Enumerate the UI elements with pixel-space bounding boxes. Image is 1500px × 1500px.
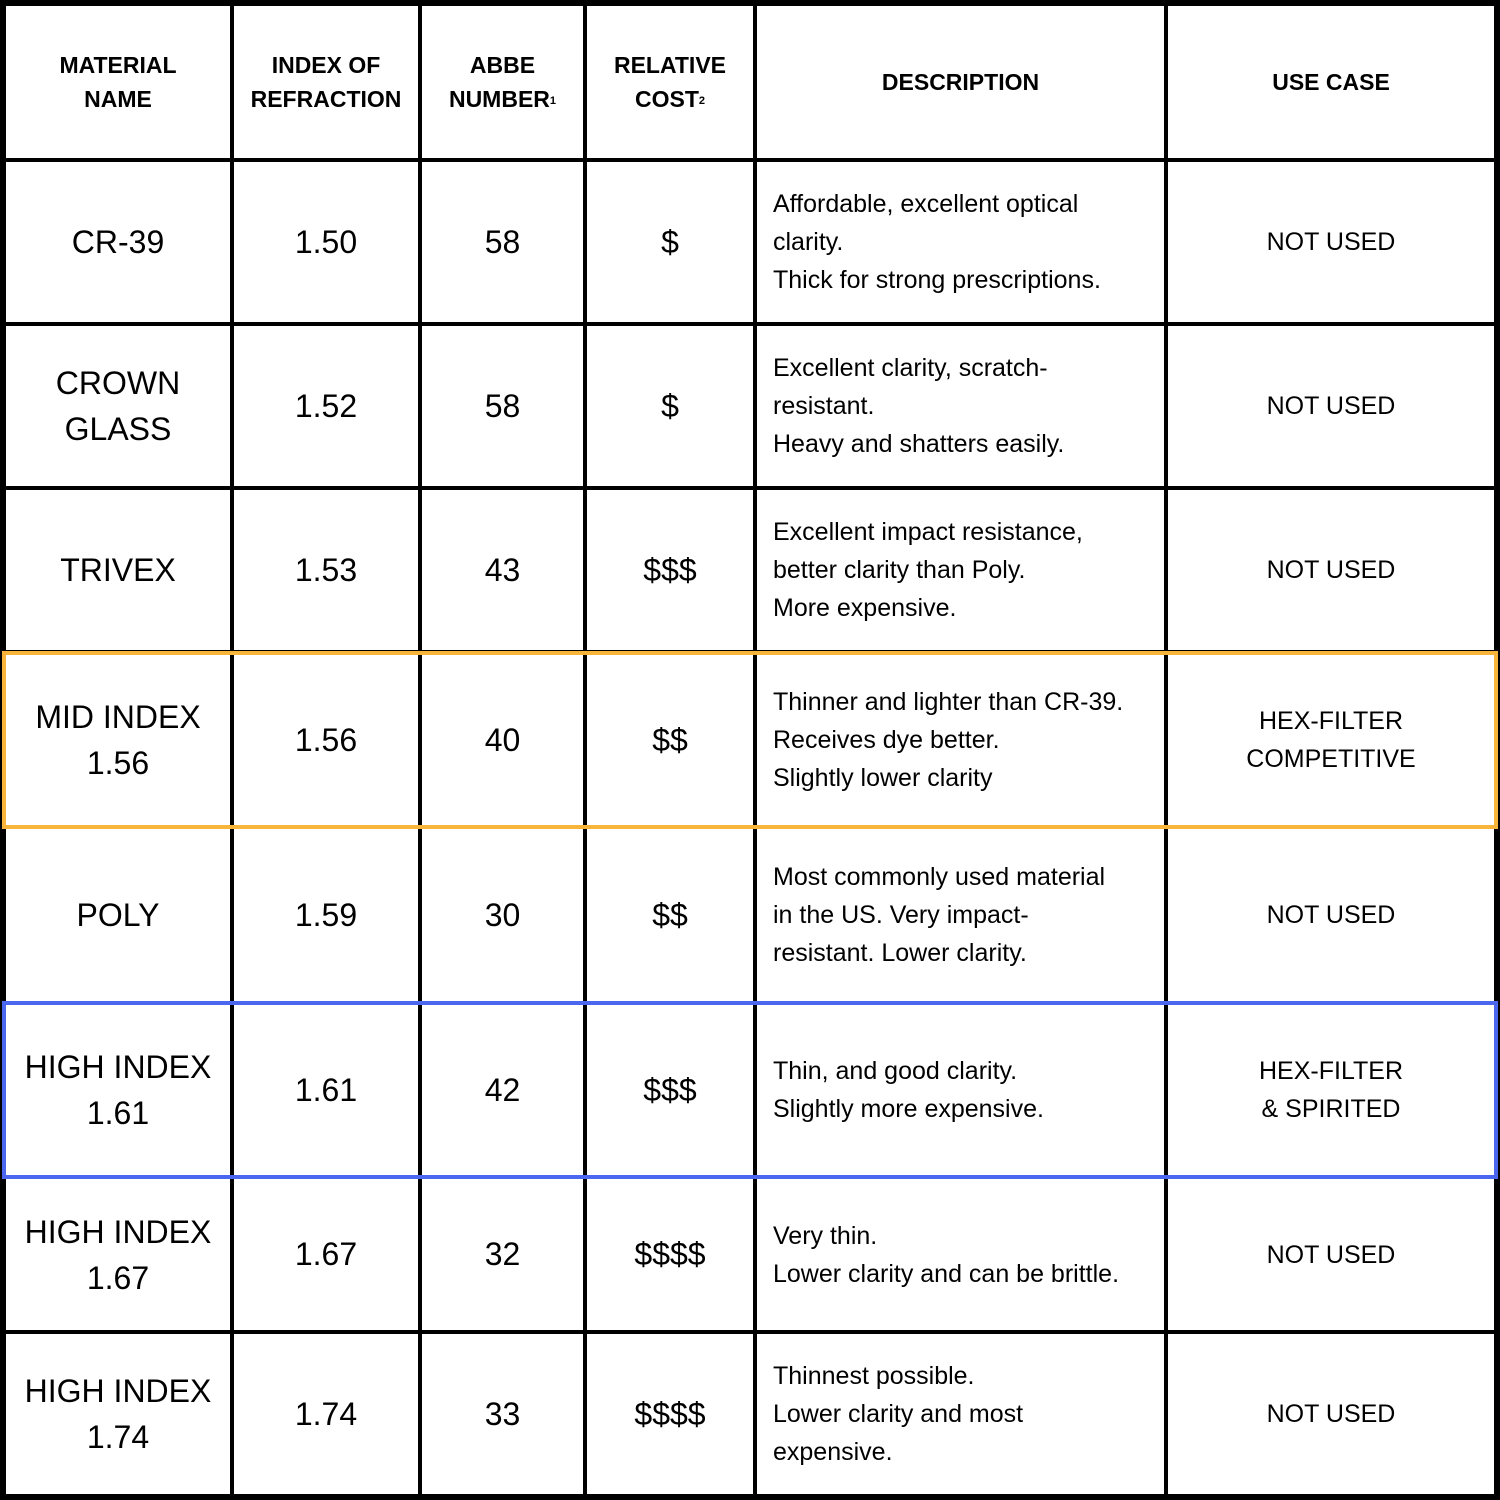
use-case-cell: NOT USED (1168, 1179, 1494, 1330)
use-case-cell: NOT USED (1168, 1334, 1494, 1494)
use-case-cell: HEX-FILTER COMPETITIVE (1168, 655, 1494, 825)
material-name-cell: TRIVEX (6, 490, 230, 650)
material-name-cell: CROWN GLASS (6, 326, 230, 486)
index-of-refraction-cell: 1.53 (234, 490, 418, 650)
material-name-cell: POLY (6, 829, 230, 1001)
index-of-refraction-cell: 1.59 (234, 829, 418, 1001)
material-name-cell: HIGH INDEX 1.74 (6, 1334, 230, 1494)
header-description: DESCRIPTION (757, 6, 1164, 158)
relative-cost-cell: $$ (587, 829, 753, 1001)
index-of-refraction-cell: 1.74 (234, 1334, 418, 1494)
material-name-cell: MID INDEX 1.56 (6, 655, 230, 825)
description-cell: Excellent impact resistance, better clarity than Poly. More expensive. (757, 490, 1164, 650)
abbe-number-cell: 32 (422, 1179, 583, 1330)
material-name-cell: HIGH INDEX 1.61 (6, 1005, 230, 1175)
relative-cost-cell: $$$ (587, 490, 753, 650)
description-cell: Affordable, excellent optical clarity. Thick for strong prescriptions. (757, 162, 1164, 322)
header-material-name: MATERIAL NAME (6, 6, 230, 158)
description-cell: Excellent clarity, scratch- resistant. Heavy and shatters easily. (757, 326, 1164, 486)
relative-cost-cell: $ (587, 326, 753, 486)
relative-cost-cell: $$$$ (587, 1334, 753, 1494)
header-use-case: USE CASE (1168, 6, 1494, 158)
abbe-number-cell: 58 (422, 326, 583, 486)
use-case-cell: HEX-FILTER & SPIRITED (1168, 1005, 1494, 1175)
index-of-refraction-cell: 1.56 (234, 655, 418, 825)
description-cell: Thinner and lighter than CR-39. Receives dye better. Slightly lower clarity (757, 655, 1164, 825)
header-relative-cost: RELATIVE COST$^2$ (587, 6, 753, 158)
use-case-cell: NOT USED (1168, 829, 1494, 1001)
header-abbe-number: ABBE NUMBER$^1$ (422, 6, 583, 158)
description-cell: Thin, and good clarity. Slightly more expensive. (757, 1005, 1164, 1175)
relative-cost-cell: $$ (587, 655, 753, 825)
footnote-1: 1 (549, 95, 557, 107)
use-case-cell: NOT USED (1168, 490, 1494, 650)
material-name-cell: HIGH INDEX 1.67 (6, 1179, 230, 1330)
description-cell: Most commonly used material in the US. Very impact- resistant. Lower clarity. (757, 829, 1164, 1001)
abbe-number-cell: 33 (422, 1334, 583, 1494)
description-cell: Very thin. Lower clarity and can be brittle. (757, 1179, 1164, 1330)
abbe-number-cell: 40 (422, 655, 583, 825)
relative-cost-cell: $$$ (587, 1005, 753, 1175)
abbe-number-cell: 58 (422, 162, 583, 322)
index-of-refraction-cell: 1.52 (234, 326, 418, 486)
footnote-2: 2 (698, 95, 705, 107)
use-case-cell: NOT USED (1168, 162, 1494, 322)
abbe-number-cell: 43 (422, 490, 583, 650)
index-of-refraction-cell: 1.67 (234, 1179, 418, 1330)
relative-cost-cell: $$$$ (587, 1179, 753, 1330)
index-of-refraction-cell: 1.61 (234, 1005, 418, 1175)
abbe-number-cell: 42 (422, 1005, 583, 1175)
header-index-of-refraction: INDEX OF REFRACTION (234, 6, 418, 158)
description-cell: Thinnest possible. Lower clarity and most expensive. (757, 1334, 1164, 1494)
material-name-cell: CR-39 (6, 162, 230, 322)
index-of-refraction-cell: 1.50 (234, 162, 418, 322)
abbe-number-cell: 30 (422, 829, 583, 1001)
use-case-cell: NOT USED (1168, 326, 1494, 486)
relative-cost-cell: $ (587, 162, 753, 322)
